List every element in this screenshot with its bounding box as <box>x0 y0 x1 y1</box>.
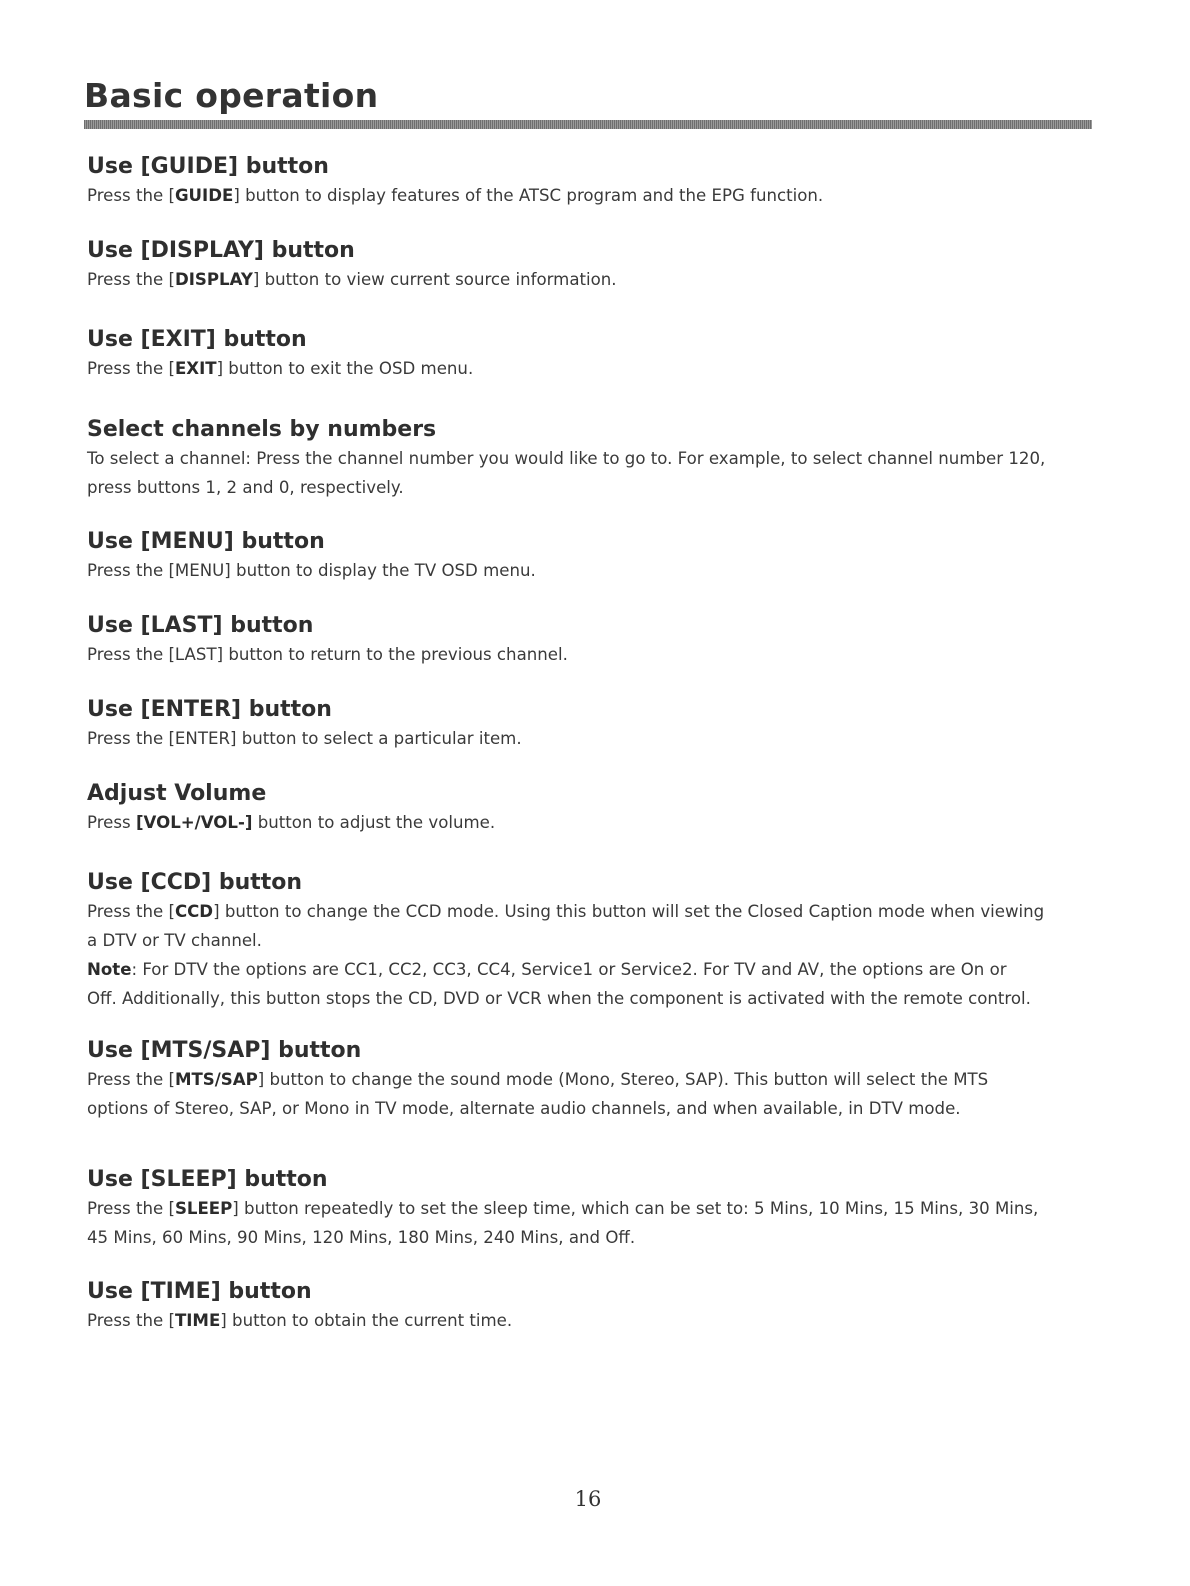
section-7 <box>87 780 1097 837</box>
text-run: Press the [LAST] button to return to the previous channel. <box>87 645 568 664</box>
text-run: ] button to change the CCD mode. Using this button will set the Closed Caption mode when viewing <box>213 902 1045 921</box>
section-heading: Use [GUIDE] button <box>87 154 329 179</box>
section-10 <box>87 1166 1097 1252</box>
bold-text: [VOL+/VOL-] <box>135 813 253 832</box>
bold-text: TIME <box>174 1311 221 1330</box>
text-run: button to adjust the volume. <box>252 813 496 832</box>
bold-text: SLEEP <box>174 1199 233 1218</box>
text-run: Press the [ <box>87 359 175 378</box>
section-3 <box>87 416 1097 502</box>
text-run: Press the [ <box>87 270 175 289</box>
page-number: 16 <box>574 1487 602 1511</box>
section-heading: Select channels by numbers <box>87 417 437 442</box>
text-run: a DTV or TV channel. <box>87 931 262 950</box>
section-body-line <box>87 1194 1097 1223</box>
text-run: Press the [ <box>87 1199 175 1218</box>
text-run: Press the [ENTER] button to select a particular item. <box>87 729 522 748</box>
section-body-line <box>87 984 1097 1013</box>
bold-text: EXIT <box>174 359 217 378</box>
text-run: ] button to view current source information. <box>252 270 617 289</box>
bold-text: DISPLAY <box>174 270 253 289</box>
section-body-line <box>87 955 1097 984</box>
bold-text: GUIDE <box>174 186 234 205</box>
section-body-line <box>87 473 1097 502</box>
section-body-line <box>87 354 1097 383</box>
section-heading: Use [TIME] button <box>87 1279 312 1304</box>
section-body-line <box>87 556 1097 585</box>
section-heading: Use [SLEEP] button <box>87 1167 328 1192</box>
bold-text: MTS/SAP <box>174 1070 258 1089</box>
section-0 <box>87 153 1097 210</box>
section-4 <box>87 528 1097 585</box>
text-run: ] button to obtain the current time. <box>220 1311 513 1330</box>
text-run: Press the [ <box>87 1311 175 1330</box>
text-run: ] button to change the sound mode (Mono, Stereo, SAP). This button will select the MTS <box>257 1070 989 1089</box>
section-heading: Use [MENU] button <box>87 529 325 554</box>
text-run: To select a channel: Press the channel number you would like to go to. For example, to select channel number 120, <box>87 449 1046 468</box>
section-body-line <box>87 1306 1097 1335</box>
section-body-line <box>87 444 1097 473</box>
section-body-line <box>87 1065 1097 1094</box>
text-run: Press <box>87 813 136 832</box>
section-heading: Use [EXIT] button <box>87 327 307 352</box>
text-run: Press the [MENU] button to display the TV OSD menu. <box>87 561 536 580</box>
section-body-line <box>87 640 1097 669</box>
text-run: options of Stereo, SAP, or Mono in TV mode, alternate audio channels, and when available, in DTV mode. <box>87 1099 961 1118</box>
section-2 <box>87 326 1097 383</box>
section-heading: Use [MTS/SAP] button <box>87 1038 362 1063</box>
bold-text: CCD <box>174 902 214 921</box>
section-5 <box>87 612 1097 669</box>
text-run: Press the [ <box>87 902 175 921</box>
section-body-line <box>87 1094 1097 1123</box>
text-run: press buttons 1, 2 and 0, respectively. <box>87 478 404 497</box>
section-9 <box>87 1037 1097 1123</box>
section-8 <box>87 869 1097 1013</box>
text-run: Press the [ <box>87 186 175 205</box>
section-11 <box>87 1278 1097 1335</box>
section-6 <box>87 696 1097 753</box>
text-run: ] button repeatedly to set the sleep time, which can be set to: 5 Mins, 10 Mins, 15 Mins, 30 Mins, <box>232 1199 1039 1218</box>
text-run: ] button to exit the OSD menu. <box>216 359 474 378</box>
section-body-line <box>87 808 1097 837</box>
section-body-line <box>87 265 1097 294</box>
section-body-line <box>87 724 1097 753</box>
title-divider <box>84 120 1092 129</box>
section-heading: Use [CCD] button <box>87 870 303 895</box>
text-run: : For DTV the options are CC1, CC2, CC3, CC4, Service1 or Service2. For TV and AV, the options are On or <box>131 960 1007 979</box>
section-1 <box>87 237 1097 294</box>
bold-text: Note <box>87 960 132 979</box>
section-body-line <box>87 926 1097 955</box>
section-heading: Adjust Volume <box>87 781 267 806</box>
section-heading: Use [LAST] button <box>87 613 314 638</box>
section-heading: Use [DISPLAY] button <box>87 238 355 263</box>
section-body-line <box>87 1223 1097 1252</box>
section-body-line <box>87 181 1097 210</box>
text-run: ] button to display features of the ATSC program and the EPG function. <box>233 186 824 205</box>
section-body-line <box>87 897 1097 926</box>
section-heading: Use [ENTER] button <box>87 697 332 722</box>
text-run: Press the [ <box>87 1070 175 1089</box>
text-run: Off. Additionally, this button stops the CD, DVD or VCR when the component is activated with the remote control. <box>87 989 1031 1008</box>
text-run: 45 Mins, 60 Mins, 90 Mins, 120 Mins, 180 Mins, 240 Mins, and Off. <box>87 1228 636 1247</box>
page-title: Basic operation <box>84 76 379 115</box>
